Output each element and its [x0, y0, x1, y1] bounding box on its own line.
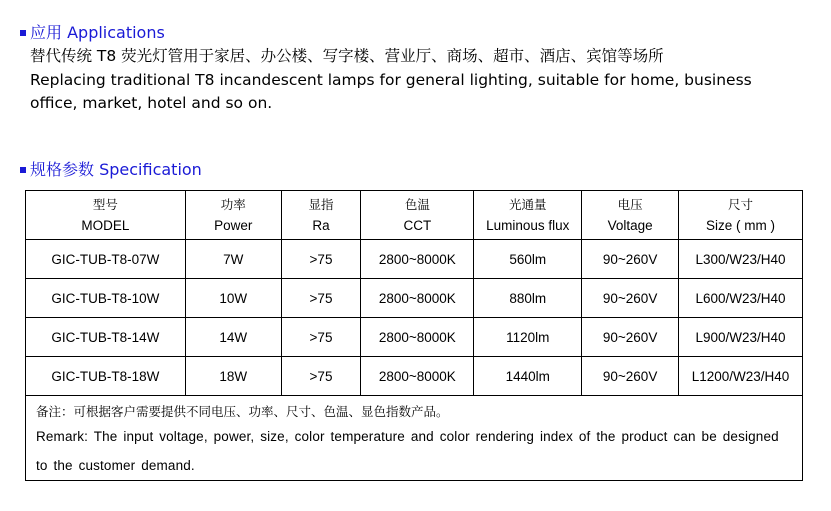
table-remark-row — [26, 396, 803, 481]
cell-luminous-flux: 880lm — [474, 279, 582, 318]
cell-cct: 2800~8000K — [361, 318, 474, 357]
cell-power: 7W — [185, 240, 281, 279]
header-model: 型号 MODEL — [26, 191, 186, 240]
table-row — [26, 279, 803, 318]
applications-text-en-line2: office, market, hotel and so on. — [30, 94, 273, 112]
header-luminous-flux: 光通量 Luminous flux — [474, 191, 582, 240]
cell-ra: >75 — [281, 318, 361, 357]
specification-table — [25, 190, 803, 481]
applications-heading — [20, 20, 165, 43]
cell-model: GIC-TUB-T8-14W — [26, 318, 186, 357]
cell-power: 10W — [185, 279, 281, 318]
header-voltage: 电压 Voltage — [582, 191, 679, 240]
cell-voltage: 90~260V — [582, 279, 679, 318]
cell-model: GIC-TUB-T8-18W — [26, 357, 186, 396]
applications-heading-text: 应用 Applications — [30, 23, 165, 42]
header-ra: 显指 Ra — [281, 191, 361, 240]
applications-text-en-line1: Replacing traditional T8 incandescent lamps for general lighting, suitable for home, business — [30, 71, 752, 89]
specification-heading — [20, 157, 202, 180]
table-header-row — [26, 191, 803, 240]
table-row — [26, 357, 803, 396]
cell-luminous-flux: 1120lm — [474, 318, 582, 357]
specification-heading-text: 规格参数 Specification — [30, 160, 202, 179]
remark-text-zh: 备注：可根据客户需要提供不同电压、功率、尺寸、色温、显色指数产品。 — [36, 404, 449, 419]
cell-power: 14W — [185, 318, 281, 357]
cell-size: L1200/W23/H40 — [679, 357, 803, 396]
cell-luminous-flux: 560lm — [474, 240, 582, 279]
table-row — [26, 318, 803, 357]
cell-voltage: 90~260V — [582, 318, 679, 357]
square-bullet-icon — [20, 30, 26, 36]
cell-size: L600/W23/H40 — [679, 279, 803, 318]
cell-ra: >75 — [281, 357, 361, 396]
cell-cct: 2800~8000K — [361, 240, 474, 279]
square-bullet-icon — [20, 167, 26, 173]
cell-model: GIC-TUB-T8-07W — [26, 240, 186, 279]
cell-voltage: 90~260V — [582, 357, 679, 396]
cell-model: GIC-TUB-T8-10W — [26, 279, 186, 318]
applications-text-zh: 替代传统 T8 荧光灯管用于家居、办公楼、写字楼、营业厅、商场、超市、酒店、宾馆等场所 — [30, 47, 664, 65]
cell-voltage: 90~260V — [582, 240, 679, 279]
table-row — [26, 240, 803, 279]
cell-power: 18W — [185, 357, 281, 396]
remark-text-en: Remark: The input voltage, power, size, color temperature and color rendering index of the product can be designed to the customer demand. — [36, 429, 779, 473]
cell-luminous-flux: 1440lm — [474, 357, 582, 396]
remark-cell — [26, 396, 803, 481]
cell-size: L900/W23/H40 — [679, 318, 803, 357]
header-power: 功率 Power — [185, 191, 281, 240]
cell-ra: >75 — [281, 279, 361, 318]
cell-cct: 2800~8000K — [361, 357, 474, 396]
cell-ra: >75 — [281, 240, 361, 279]
header-size: 尺寸 Size ( mm ) — [679, 191, 803, 240]
cell-size: L300/W23/H40 — [679, 240, 803, 279]
header-cct: 色温 CCT — [361, 191, 474, 240]
cell-cct: 2800~8000K — [361, 279, 474, 318]
